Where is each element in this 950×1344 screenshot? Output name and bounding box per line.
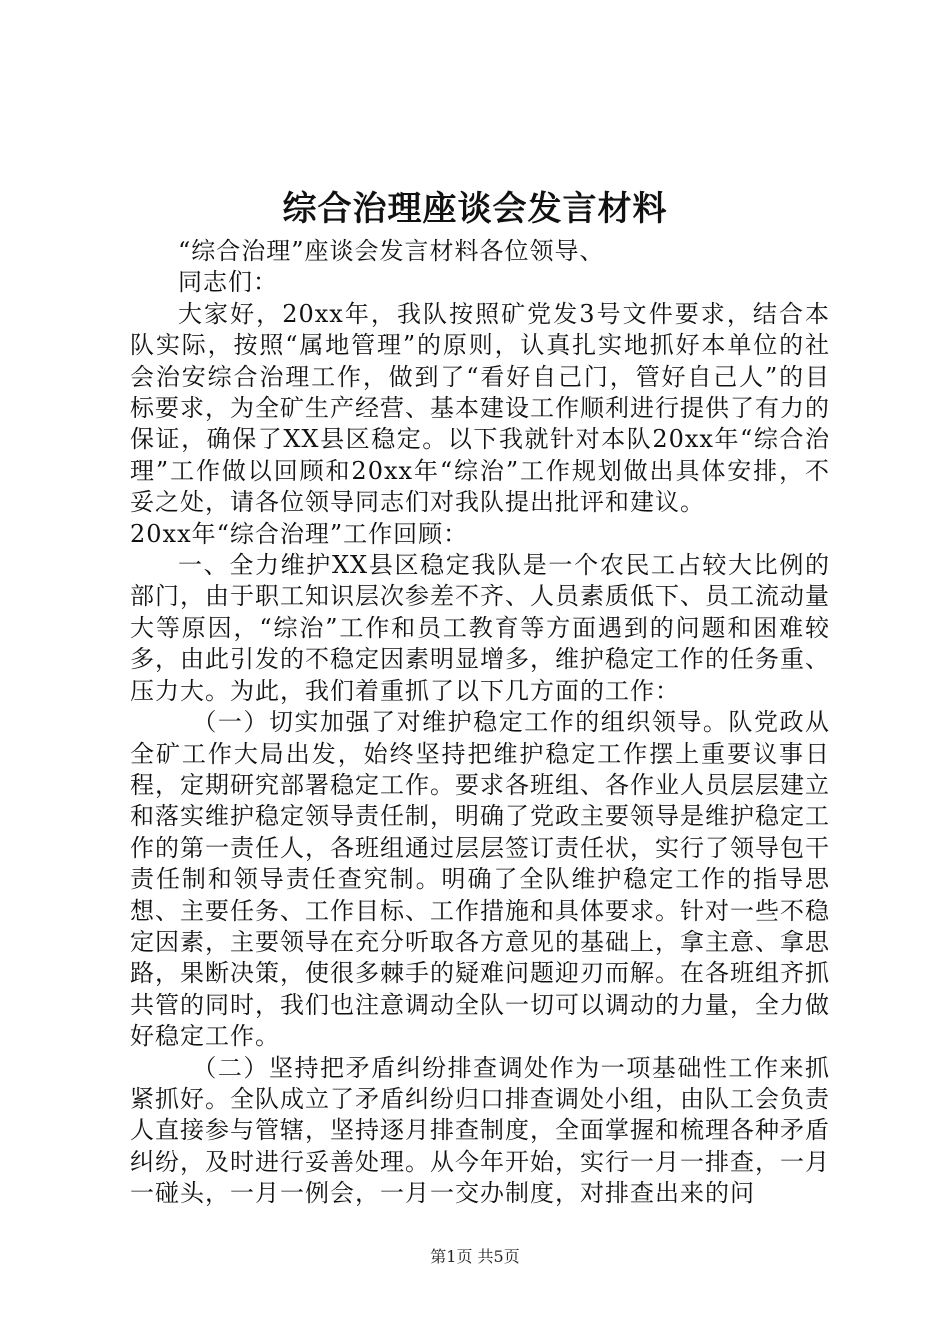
salutation-continuation: 同志们： [178,268,278,297]
opening-paragraph: 大家好，20xx年，我队按照矿党发3号文件要求，结合本队实际，按照“属地管理”的原则，认真扎实地抓好本单位的社会治安综合治理工作，做到了“看好自己门，管好自己人”的目标要求，为全矿生产经营、基本建设工作顺利进行提供了有力的保证，确保了XX县区稳定。以下我就针对本队20xx年“综合治理”工作做以回顾和20xx年“综治”工作规划做出具体安排，不妥之处，请各位领导同志们对我队提出批评和建议。 [130,299,830,517]
section-one-paragraph: 一、全力维护XX县区稳定我队是一个农民工占较大比例的部门，由于职工知识层次参差不齐、人员素质低下、员工流动量大等原因，“综治”工作和员工教育等方面遇到的问题和困难较多，由此引发的不稳定因素明显增多，维护稳定工作的任务重、压力大。为此，我们着重抓了以下几方面的工作： [130,551,830,705]
salutation-paragraph: “综合治理”座谈会发言材料各位领导、 [178,237,605,265]
section-heading: 20xx年“综合治理”工作回顾： [130,519,469,548]
document-title: 综合治理座谈会发言材料 [282,189,668,229]
subsection-one-paragraph: （一）切实加强了对维护稳定工作的组织领导。队党政从全矿工作大局出发，始终坚持把维护稳定工作摆上重要议事日程，定期研究部署稳定工作。要求各班组、各作业人员层层建立和落实维护稳定领导责任制，明确了党政主要领导是维护稳定工作的第一责任人，各班组通过层层签订责任状，实行了领导包干责任制和领导责任查究制。明确了全队维护稳定工作的指导思想、主要任务、工作目标、工作措施和具体要求。针对一些不稳定因素，主要领导在充分听取各方意见的基础上，拿主意、拿思路，果断决策，使很多棘手的疑难问题迎刃而解。在各班组齐抓共管的同时，我们也注意调动全队一切可以调动的力量，全力做好稳定工作。 [130,708,830,1051]
page-number-footer: 第1页 共5页 [430,1247,520,1266]
document-body [130,236,830,1210]
subsection-two-paragraph: （二）坚持把矛盾纠纷排查调处作为一项基础性工作来抓紧抓好。全队成立了矛盾纠纷归口排查调处小组，由队工会负责人直接参与管辖，坚持逐月排查制度，全面掌握和梳理各种矛盾纠纷，及时进行妥善处理。从今年开始，实行一月一排查，一月一碰头，一月一例会，一月一交办制度，对排查出来的问 [130,1053,830,1208]
